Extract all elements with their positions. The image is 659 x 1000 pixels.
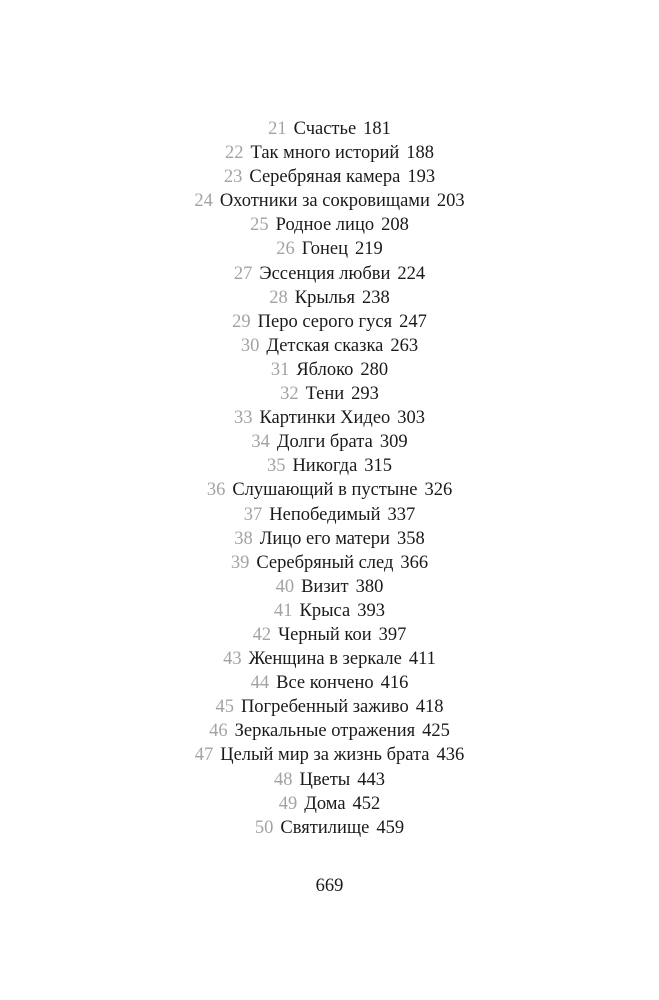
toc-entry xyxy=(0,213,659,237)
toc-entry xyxy=(0,237,659,261)
chapter-number: 34 xyxy=(251,432,270,453)
chapter-number: 40 xyxy=(275,576,295,597)
chapter-page: 337 xyxy=(387,504,416,525)
chapter-title: Яблоко xyxy=(296,359,354,380)
chapter-page: 247 xyxy=(399,311,427,332)
toc-entry xyxy=(0,623,659,647)
chapter-number: 33 xyxy=(233,408,253,429)
chapter-number: 32 xyxy=(280,384,299,405)
chapter-title: Родное лицо xyxy=(275,215,375,236)
chapter-number: 46 xyxy=(209,721,228,742)
chapter-title: Счастье xyxy=(293,119,357,139)
chapter-title: Так много историй xyxy=(250,143,400,164)
chapter-title: Серебряная камера xyxy=(249,167,401,188)
toc-entry xyxy=(0,358,659,382)
chapter-page: 303 xyxy=(397,408,426,429)
chapter-number: 48 xyxy=(274,769,293,790)
chapter-number: 28 xyxy=(269,287,288,308)
chapter-number: 37 xyxy=(243,504,263,525)
toc-entry xyxy=(0,647,659,671)
chapter-page: 436 xyxy=(436,745,465,766)
chapter-title: Святилище xyxy=(280,817,370,838)
chapter-page: 358 xyxy=(396,528,425,549)
chapter-title: Гонец xyxy=(301,239,349,260)
chapter-page: 418 xyxy=(415,697,444,718)
chapter-number: 39 xyxy=(230,552,250,573)
chapter-page: 309 xyxy=(379,432,408,453)
chapter-page: 181 xyxy=(363,119,391,139)
chapter-page: 315 xyxy=(364,456,393,477)
chapter-title: Цветы xyxy=(299,769,351,790)
toc-entry xyxy=(0,141,659,165)
chapter-number: 42 xyxy=(252,624,272,645)
chapter-page: 397 xyxy=(378,624,407,645)
chapter-page: 224 xyxy=(397,263,426,284)
chapter-number: 23 xyxy=(223,167,243,188)
toc-entry xyxy=(0,262,659,286)
chapter-number: 43 xyxy=(223,649,242,670)
chapter-number: 26 xyxy=(276,239,295,260)
chapter-page: 293 xyxy=(351,384,379,405)
chapter-title: Перо серого гуся xyxy=(257,311,393,332)
toc-entry xyxy=(0,792,659,816)
chapter-number: 25 xyxy=(250,215,269,236)
chapter-page: 443 xyxy=(357,769,385,790)
chapter-title: Детская сказка xyxy=(266,335,384,356)
toc-entry xyxy=(0,310,659,334)
chapter-title: Черный кои xyxy=(278,624,372,645)
chapter-number: 41 xyxy=(274,600,293,621)
chapter-number: 27 xyxy=(233,263,253,284)
chapter-page: 203 xyxy=(436,191,465,212)
chapter-number: 22 xyxy=(224,143,244,164)
chapter-title: Охотники за сокровищами xyxy=(219,191,430,212)
toc-entry xyxy=(0,286,659,310)
chapter-number: 50 xyxy=(254,817,274,838)
toc-entry xyxy=(0,478,659,502)
chapter-title: Тени xyxy=(305,384,345,405)
chapter-page: 219 xyxy=(355,239,383,260)
chapter-title: Все кончено xyxy=(276,673,374,694)
chapter-page: 263 xyxy=(390,335,419,356)
chapter-page: 393 xyxy=(357,600,385,621)
toc-entry xyxy=(0,117,659,141)
chapter-number: 47 xyxy=(194,745,214,766)
chapter-page: 208 xyxy=(381,215,409,236)
toc-entry xyxy=(0,671,659,695)
chapter-number: 45 xyxy=(215,697,234,718)
chapter-number: 29 xyxy=(232,311,251,332)
toc-entry xyxy=(0,406,659,430)
chapter-page: 411 xyxy=(408,649,436,670)
toc-entry xyxy=(0,599,659,623)
chapter-title: Крыса xyxy=(299,600,351,621)
table-of-contents xyxy=(0,117,659,840)
toc-entry xyxy=(0,695,659,719)
toc-entry xyxy=(0,334,659,358)
chapter-title: Визит xyxy=(301,576,349,597)
chapter-title: Слушающий в пустыне xyxy=(232,480,418,501)
chapter-title: Зеркальные отражения xyxy=(234,721,416,742)
chapter-page: 326 xyxy=(424,480,453,501)
chapter-page: 425 xyxy=(422,721,450,742)
chapter-title: Никогда xyxy=(292,456,358,477)
toc-entry xyxy=(0,430,659,454)
chapter-page: 193 xyxy=(407,167,436,188)
chapter-title: Погребенный заживо xyxy=(240,697,409,718)
toc-entry xyxy=(0,165,659,189)
chapter-title: Долги брата xyxy=(276,432,373,453)
chapter-title: Картинки Хидео xyxy=(259,408,391,429)
chapter-number: 35 xyxy=(266,456,286,477)
chapter-page: 238 xyxy=(361,287,390,308)
chapter-title: Серебряный след xyxy=(256,552,394,573)
toc-entry xyxy=(0,719,659,743)
toc-entry xyxy=(0,189,659,213)
toc-entry xyxy=(0,575,659,599)
toc-entry xyxy=(0,382,659,406)
chapter-title: Дома xyxy=(304,793,346,814)
toc-entry xyxy=(0,768,659,792)
toc-entry xyxy=(0,816,659,840)
chapter-page: 380 xyxy=(355,576,384,597)
toc-entry xyxy=(0,454,659,478)
chapter-number: 21 xyxy=(268,119,287,139)
toc-entry xyxy=(0,551,659,575)
chapter-number: 38 xyxy=(234,528,253,549)
chapter-page: 188 xyxy=(406,143,435,164)
chapter-number: 30 xyxy=(240,335,260,356)
chapter-page: 366 xyxy=(400,552,429,573)
chapter-page: 280 xyxy=(360,359,389,380)
chapter-title: Крылья xyxy=(294,287,355,308)
chapter-title: Эссенция любви xyxy=(259,263,391,284)
chapter-number: 31 xyxy=(270,359,290,380)
chapter-title: Целый мир за жизнь брата xyxy=(220,745,430,766)
chapter-page: 416 xyxy=(380,673,409,694)
toc-entry xyxy=(0,743,659,767)
toc-entry xyxy=(0,527,659,551)
chapter-title: Лицо его матери xyxy=(259,528,390,549)
chapter-page: 452 xyxy=(352,793,381,814)
toc-entry xyxy=(0,503,659,527)
chapter-title: Женщина в зеркале xyxy=(248,649,402,670)
chapter-number: 49 xyxy=(278,793,298,814)
chapter-number: 44 xyxy=(250,673,270,694)
chapter-number: 24 xyxy=(194,191,213,212)
chapter-title: Непобедимый xyxy=(269,504,381,525)
chapter-page: 459 xyxy=(376,817,405,838)
page-number: 669 xyxy=(315,876,344,896)
chapter-number: 36 xyxy=(206,480,226,501)
